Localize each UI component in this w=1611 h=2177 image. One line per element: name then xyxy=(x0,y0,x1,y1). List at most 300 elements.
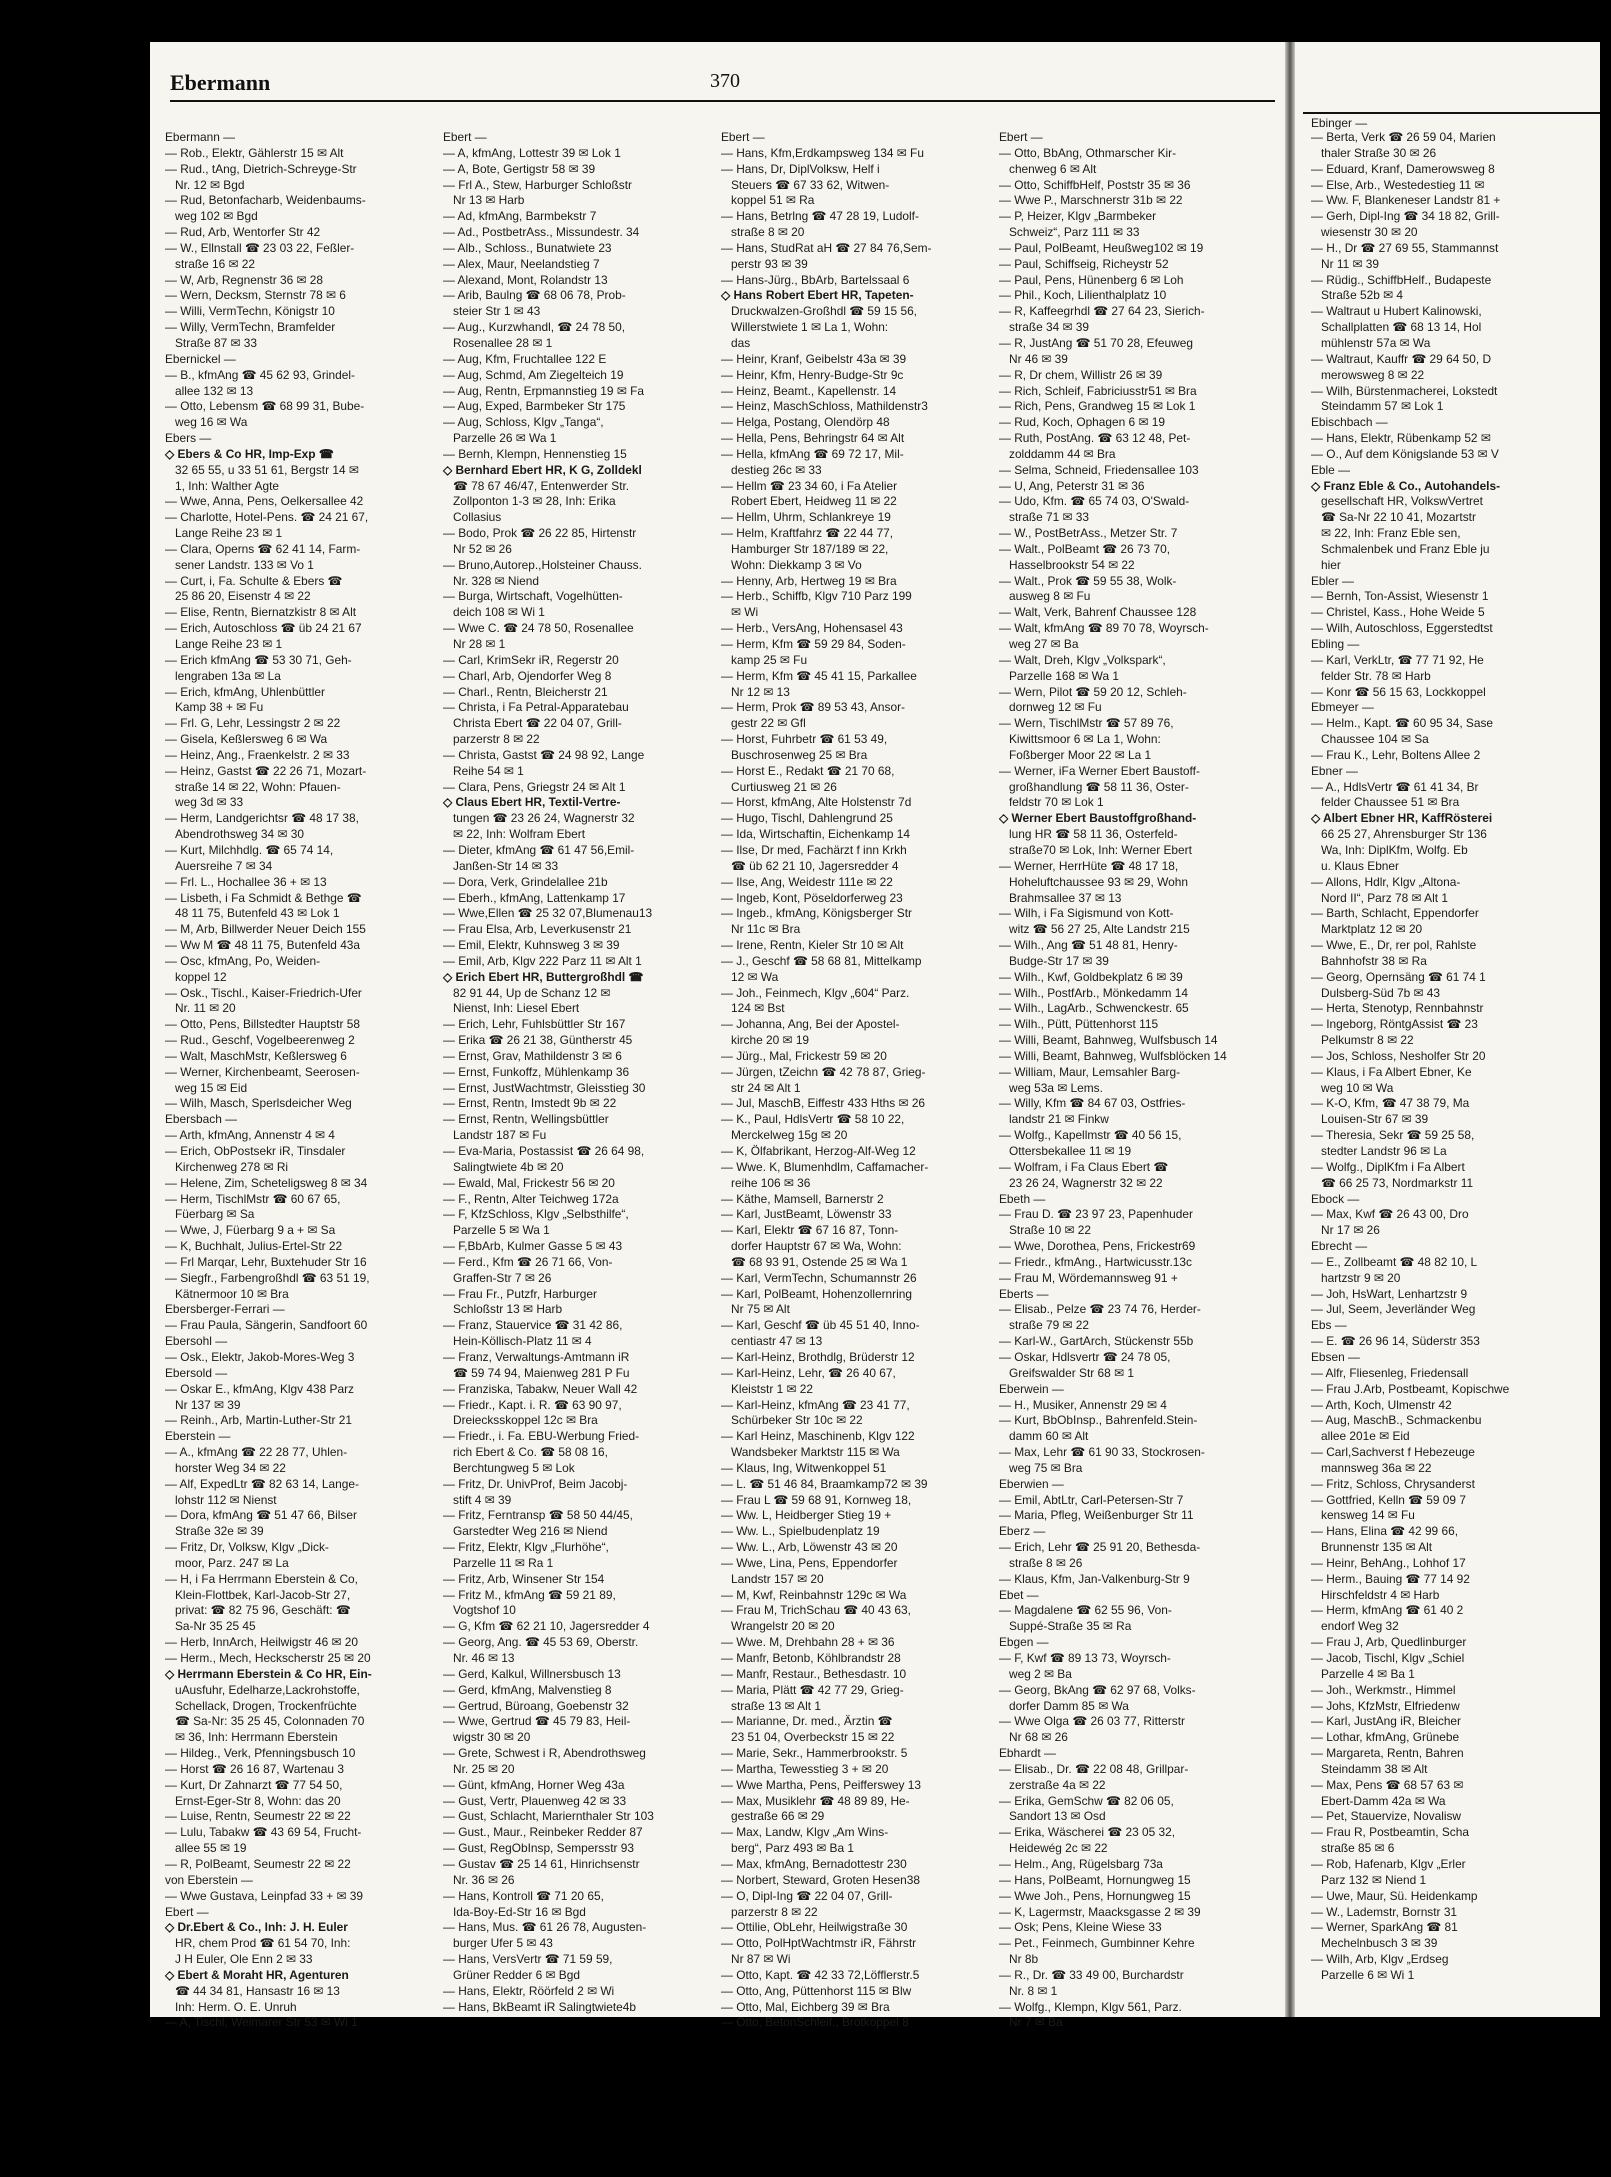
directory-entry-line: Nr. 328 ✉ Niend xyxy=(453,573,539,588)
directory-columns xyxy=(165,130,1275,2030)
directory-entry-line: Wohn: Diekkamp 3 ✉ Vo xyxy=(731,557,862,572)
directory-entry-line: — Rob., Elektr, Gählerstr 15 ✉ Alt xyxy=(165,145,344,160)
directory-entry-line: ◇ Hans Robert Ebert HR, Tapeten- xyxy=(721,288,914,303)
directory-entry-line: — Heinz, Ang., Fraenkelstr. 2 ✉ 33 xyxy=(165,747,350,762)
directory-entry-line: 1, Inh: Walther Agte xyxy=(175,478,279,493)
directory-entry-line: Nienst, Inh: Liesel Ebert xyxy=(453,1001,580,1016)
directory-entry-line: Ebsen — xyxy=(1311,1349,1360,1364)
directory-entry-line: — Paul, Schiffseig, Richeystr 52 xyxy=(999,256,1169,271)
directory-entry-line: ☎ Sa-Nr 22 10 41, Mozartstr xyxy=(1321,510,1476,525)
directory-entry-line: Berchtungweg 5 ✉ Lok xyxy=(453,1460,575,1475)
directory-entry-line: Chaussee 104 ✉ Sa xyxy=(1321,732,1429,747)
page-header xyxy=(170,70,1275,110)
directory-entry-line: straße 8 ✉ 20 xyxy=(731,225,805,240)
directory-entry-line: ◇ Dr.Ebert & Co., Inh: J. H. Euler xyxy=(165,1920,348,1935)
directory-entry-line: — Curt, i, Fa. Schulte & Ebers ☎ xyxy=(165,573,343,588)
directory-entry-line: Nr. 11 ✉ 20 xyxy=(175,1001,236,1016)
directory-entry-line: — Walt, kfmAng ☎ 89 70 78, Woyrsch- xyxy=(999,621,1209,636)
directory-entry-line: u. Klaus Ebner xyxy=(1321,858,1399,873)
directory-entry-line: — Rich, Schleif, Fabriciusstr51 ✉ Bra xyxy=(999,383,1197,398)
directory-entry-line: — Erika ☎ 26 21 38, Güntherstr 45 xyxy=(443,1033,633,1048)
directory-entry-line: — Frau Elsa, Arb, Leverkusenstr 21 xyxy=(443,922,632,937)
directory-entry-line: — Pet, Stauervize, Novalisw xyxy=(1311,1809,1462,1824)
directory-entry-line: — Wwe, Lina, Pens, Eppendorfer xyxy=(721,1555,898,1570)
directory-entry-line: Landstr 187 ✉ Fu xyxy=(453,1128,547,1143)
directory-entry-line: Dreiecksskoppel 12c ✉ Bra xyxy=(453,1413,598,1428)
directory-entry-line: ausweg 8 ✉ Fu xyxy=(1009,589,1091,604)
directory-entry-line: — Otto, PolHptWachtmstr iR, Fährstr xyxy=(721,1936,917,1951)
page-number: 370 xyxy=(710,70,740,92)
directory-entry-line: Parzelle 11 ✉ Ra 1 xyxy=(453,1555,554,1570)
directory-entry-line: — Frau R, Postbeamtin, Scha xyxy=(1311,1825,1469,1840)
directory-entry-line: Reihe 54 ✉ 1 xyxy=(453,763,524,778)
directory-entry-line: sener Landstr. 133 ✉ Vo 1 xyxy=(175,557,314,572)
directory-entry-line: — Herm, TischlMstr ☎ 60 67 65, xyxy=(165,1191,341,1206)
directory-entry-line: — Charl., Rentn, Bleicherstr 21 xyxy=(443,684,608,699)
directory-entry-line: Christa Ebert ☎ 22 04 07, Grill- xyxy=(453,716,622,731)
directory-entry-line: — Frau K., Lehr, Boltens Allee 2 xyxy=(1311,747,1481,762)
directory-entry-line: Zollponton 1-3 ✉ 28, Inh: Erika xyxy=(453,494,616,509)
directory-entry-line: — Kurt, Dr Zahnarzt ☎ 77 54 50, xyxy=(165,1777,343,1792)
directory-entry-line: Ebers — xyxy=(165,431,212,446)
directory-entry-line: — Alfr, Fliesenleg, Friedensall xyxy=(1311,1365,1469,1380)
directory-entry-line: — Wern, Decksm, Sternstr 78 ✉ 6 xyxy=(165,288,346,303)
directory-entry-line: 82 91 44, Up de Schanz 12 ✉ xyxy=(453,985,611,1000)
directory-entry-line: — Frau Paula, Sängerin, Sandfoort 60 xyxy=(165,1318,368,1333)
directory-entry-line: — Phil., Koch, Lilienthalplatz 10 xyxy=(999,288,1167,303)
directory-entry-line: — Osk; Pens, Kleine Wiese 33 xyxy=(999,1920,1162,1935)
directory-entry-line: rich Ebert & Co. ☎ 58 08 16, xyxy=(453,1445,608,1460)
directory-entry-line: — Werner, SparkAng ☎ 81 xyxy=(1311,1920,1458,1935)
directory-entry-line: dorfer Damm 85 ✉ Wa xyxy=(1009,1698,1129,1713)
directory-entry-line: wigstr 30 ✉ 20 xyxy=(453,1730,531,1745)
directory-entry-line: — Osc, kfmAng, Po, Weiden- xyxy=(165,953,321,968)
directory-entry-line: — Alex, Maur, Neelandstieg 7 xyxy=(443,256,600,271)
directory-entry-line: — Jürg., Mal, Frickestr 59 ✉ 20 xyxy=(721,1048,887,1063)
directory-entry-line: Nr 12 ✉ 13 xyxy=(731,684,790,699)
directory-entry-line: dornweg 12 ✉ Fu xyxy=(1009,700,1102,715)
directory-entry-line: — Aug, Exped, Barmbeker Str 175 xyxy=(443,399,626,414)
directory-entry-line: Mechelnbusch 3 ✉ 39 xyxy=(1321,1936,1438,1951)
directory-entry-line: — Alb., Schloss., Bunatwiete 23 xyxy=(443,240,612,255)
directory-entry-line: — Karl, PolBeamt, Hohenzollernring xyxy=(721,1286,912,1301)
directory-entry-line: Auersreihe 7 ✉ 34 xyxy=(175,858,273,873)
directory-entry-line: weg 10 ✉ Wa xyxy=(1321,1080,1394,1095)
directory-entry-line: Straße 87 ✉ 33 xyxy=(175,335,258,350)
directory-entry-line: — Gerh, Dipl-Ing ☎ 34 18 82, Grill- xyxy=(1311,209,1500,224)
directory-entry-line: — Siegfr., Farbengroßhdl ☎ 63 51 19, xyxy=(165,1270,370,1285)
directory-entry-line: Ebert — xyxy=(443,130,487,144)
directory-entry-line: Hein-Köllisch-Platz 11 ✉ 4 xyxy=(453,1334,592,1349)
directory-entry-line: Louisen-Str 67 ✉ 39 xyxy=(1321,1112,1429,1127)
directory-entry-line: — Otto, BetonSchleif., Brotkoppel 8 xyxy=(721,2015,909,2030)
directory-entry-line: Greifswalder Str 68 ✉ 1 xyxy=(1009,1365,1134,1380)
directory-entry-line: — William, Maur, Lemsahler Barg- xyxy=(999,1064,1181,1079)
directory-entry-line: — Fritz, Schloss, Chrysanderst xyxy=(1311,1476,1475,1491)
directory-entry-line: straße 16 ✉ 22 xyxy=(175,256,256,271)
directory-entry-line: — Waltraut u Hubert Kalinowski, xyxy=(1311,304,1482,319)
directory-entry-line: — Hellm ☎ 23 34 60, i Fa Atelier xyxy=(721,478,898,493)
directory-entry-line: straße 34 ✉ 39 xyxy=(1009,320,1090,335)
directory-entry-line: — W., Ellnstall ☎ 23 03 22, Feßler- xyxy=(165,240,355,255)
directory-entry-line: — Aug, Rentn, Erpmannstieg 19 ✉ Fa xyxy=(443,383,644,398)
directory-entry-line: Dulsberg-Süd 7b ✉ 43 xyxy=(1321,985,1441,1000)
directory-entry-line: — Kurt, Milchhdlg. ☎ 65 74 14, xyxy=(165,842,334,857)
directory-entry-line: Ebrecht — xyxy=(1311,1239,1368,1254)
directory-entry-line: — Wilh., Pütt, Püttenhorst 115 xyxy=(999,1017,1159,1032)
directory-entry-line: Hoheluftchaussee 93 ✉ 29, Wohn xyxy=(1009,874,1188,889)
directory-entry-line: — Joh, HsWart, Lenhartzstr 9 xyxy=(1311,1286,1468,1301)
right-page xyxy=(1295,42,1600,2017)
directory-entry-line: — Elisab., Pelze ☎ 23 74 76, Herder- xyxy=(999,1302,1201,1317)
directory-entry-line: Nr 11c ✉ Bra xyxy=(731,922,801,937)
directory-entry-line: — U, Ang, Peterstr 31 ✉ 36 xyxy=(999,478,1145,493)
directory-entry-line: — Christa, Gastst ☎ 24 98 92, Lange xyxy=(443,747,645,762)
directory-entry-line: J H Euler, Ole Enn 2 ✉ 33 xyxy=(175,1952,313,1967)
directory-entry-line: — Hans, StudRat aH ☎ 27 84 76,Sem- xyxy=(721,240,932,255)
directory-entry-line: Janßen-Str 14 ✉ 33 xyxy=(453,858,559,873)
directory-entry-line: — Max, Lehr ☎ 61 90 33, Stockrosen- xyxy=(999,1445,1205,1460)
directory-entry-line: — Hans, VersVertr ☎ 71 59 59, xyxy=(443,1952,613,1967)
directory-entry-line: parzerstr 8 ✉ 22 xyxy=(731,1904,818,1919)
directory-entry-line: — Gust, Vertr, Plauenweg 42 ✉ 33 xyxy=(443,1793,627,1808)
directory-entry-line: — Ruth, PostAng. ☎ 63 12 48, Pet- xyxy=(999,431,1191,446)
directory-entry-line: — Wwe Gustava, Leinpfad 33 + ✉ 39 xyxy=(165,1888,364,1903)
directory-entry-line: Merckelweg 15g ✉ 20 xyxy=(731,1128,848,1143)
directory-entry-line: Willerstwiete 1 ✉ La 1, Wohn: xyxy=(731,320,889,335)
directory-entry-line: landstr 21 ✉ Finkw xyxy=(1009,1112,1109,1127)
directory-entry-line: — Fritz, Ferntransp ☎ 58 50 44/45, xyxy=(443,1508,633,1523)
directory-entry-line: — F,BbArb, Kulmer Gasse 5 ✉ 43 xyxy=(443,1239,623,1254)
directory-entry-line: Ebeth — xyxy=(999,1191,1046,1206)
directory-entry-line: — Max, kfmAng, Bernadottestr 230 xyxy=(721,1856,907,1871)
directory-entry-line: Ebhardt — xyxy=(999,1746,1056,1761)
directory-entry-line: — Kurt, BbObInsp., Bahrenfeld.Stein- xyxy=(999,1413,1198,1428)
directory-entry-line: — Wilh, Autoschloss, Eggerstedtst xyxy=(1311,621,1493,636)
directory-entry-line: damm 60 ✉ Alt xyxy=(1009,1429,1089,1444)
directory-entry-line: — Arib, Baulng ☎ 68 06 78, Prob- xyxy=(443,288,626,303)
directory-entry-line: — Ad., PostbetrAss., Missundestr. 34 xyxy=(443,225,640,240)
directory-entry-line: — Karl, Elektr ☎ 67 16 87, Tonn- xyxy=(721,1223,899,1238)
directory-entry-line: — Walt., PolBeamt ☎ 26 73 70, xyxy=(999,541,1171,556)
directory-entry-line: Ebert — xyxy=(999,130,1043,144)
directory-entry-line: burger Ufer 5 ✉ 43 xyxy=(453,1936,553,1951)
directory-entry-line: — Gust., Maur., Reinbeker Redder 87 xyxy=(443,1825,643,1840)
directory-entry-line: — Frl. L., Hochallee 36 + ✉ 13 xyxy=(165,874,327,889)
directory-entry-line: — Jul, Seem, Jeverländer Weg xyxy=(1311,1302,1476,1317)
directory-entry-line: 32 65 55, u 33 51 61, Bergstr 14 ✉ xyxy=(175,462,359,477)
directory-entry-line: straße 14 ✉ 22, Wohn: Pfauen- xyxy=(175,779,341,794)
directory-entry-line: — Aug, Schloss, Klgv „Tanga“, xyxy=(443,415,604,430)
directory-entry-line: Nr 68 ✉ 26 xyxy=(1009,1730,1068,1745)
directory-entry-line: Schürbeker Str 10c ✉ 22 xyxy=(731,1413,863,1428)
directory-entry-line: Suppé-Straße 35 ✉ Ra xyxy=(1009,1619,1132,1634)
directory-entry-line: — Wwe Joh., Pens, Hornungweg 15 xyxy=(999,1888,1191,1903)
directory-entry-line: — Helm., Ang, Rügelsbarg 73a xyxy=(999,1856,1163,1871)
directory-entry-line: — Wwe, J, Füerbarg 9 a + ✉ Sa xyxy=(165,1223,336,1238)
directory-entry-line: Parz 132 ✉ Niend 1 xyxy=(1321,1872,1427,1887)
directory-entry-line: — M, Kwf, Reinbahnstr 129c ✉ Wa xyxy=(721,1587,907,1602)
directory-entry-line: — Eva-Maria, Postassist ☎ 26 64 98, xyxy=(443,1144,645,1158)
directory-entry-line: Vogtshof 10 xyxy=(453,1603,516,1618)
directory-entry-line: — Helm, Kraftfahrz ☎ 22 44 77, xyxy=(721,526,894,541)
directory-entry-line: — F, KfzSchloss, Klgv „Selbsthilfe“, xyxy=(443,1207,629,1222)
directory-entry-line: tungen ☎ 23 26 24, Wagnerstr 32 xyxy=(453,811,635,826)
directory-entry-line: — Emil, Arb, Klgv 222 Parz 11 ✉ Alt 1 xyxy=(443,953,642,968)
directory-entry-line: — Herb., Schiffb, Klgv 710 Parz 199 xyxy=(721,589,912,604)
directory-entry-line: Marktplatz 12 ✉ 20 xyxy=(1321,922,1423,937)
directory-entry-line: — Heinz, MaschSchloss, Mathildenstr3 xyxy=(721,399,928,414)
directory-entry-line: — Friedr., i. Fa. EBU-Werbung Fried- xyxy=(443,1429,640,1444)
directory-entry-line: feldstr 70 ✉ Lok 1 xyxy=(1009,795,1104,810)
directory-entry-line: Sa-Nr 35 25 45 xyxy=(175,1619,256,1634)
directory-entry-line: ◇ Ebert & Moraht HR, Agenturen xyxy=(165,1967,349,1982)
directory-entry-line: Ebert — xyxy=(721,130,765,144)
directory-entry-line: — H., Musiker, Annenstr 29 ✉ 4 xyxy=(999,1397,1167,1412)
directory-entry-line: — Rud, Arb, Wentorfer Str 42 xyxy=(165,225,321,240)
directory-entry-line: Inh: Herm. O. E. Unruh xyxy=(175,1999,297,2014)
directory-entry-line: ✉ Wi xyxy=(731,605,759,620)
directory-entry-line: — Udo, Kfm. ☎ 65 74 03, O'Swald- xyxy=(999,494,1190,509)
directory-entry-line: Graffen-Str 7 ✉ 26 xyxy=(453,1270,552,1285)
directory-entry-line: — Ww. F, Blankeneser Landstr 81 + xyxy=(1311,193,1501,208)
directory-entry-line: — Wwe, E., Dr, rer pol, Rahlste xyxy=(1311,938,1477,953)
directory-entry-line: — Wwe, Anna, Pens, Oelkersallee 42 xyxy=(165,494,364,509)
directory-entry-line: Nr. 12 ✉ Bgd xyxy=(175,177,245,192)
directory-entry-line: — Heinr, Kfm, Henry-Budge-Str 9c xyxy=(721,367,904,382)
directory-entry-line: gestraße 66 ✉ 29 xyxy=(731,1809,825,1824)
directory-entry-line: centiastr 47 ✉ 13 xyxy=(731,1334,823,1349)
directory-entry-line: Eberwein — xyxy=(999,1381,1064,1396)
directory-entry-line: — Rich, Pens, Grandweg 15 ✉ Lok 1 xyxy=(999,399,1196,414)
directory-entry-line: ☎ 59 74 94, Maienweg 281 P Fu xyxy=(453,1365,630,1380)
directory-entry-line: ◇ Albert Ebner HR, KaffRösterei xyxy=(1311,811,1493,826)
directory-entry-line: — Helga, Postang, Olendörp 48 xyxy=(721,415,890,430)
directory-entry-line: — Hans, Elina ☎ 42 99 66, xyxy=(1311,1524,1459,1539)
directory-entry-line: Parzelle 6 ✉ Wi 1 xyxy=(1321,1967,1415,1982)
directory-entry-line: weg 2 ✉ Ba xyxy=(1009,1666,1072,1681)
directory-entry-line: steier Str 1 ✉ 43 xyxy=(453,304,541,319)
directory-entry-line: — E. ☎ 26 96 14, Süderstr 353 xyxy=(1311,1334,1480,1349)
directory-entry-line: — K., Paul, HdlsVertr ☎ 58 10 22, xyxy=(721,1112,905,1127)
directory-entry-line: Nr 8b xyxy=(1009,1952,1039,1967)
directory-entry-line: hartzstr 9 ✉ 20 xyxy=(1321,1270,1401,1285)
directory-entry-line: — A, Bote, Gertigstr 58 ✉ 39 xyxy=(443,161,596,176)
directory-entry-line: — Hans, BkBeamt iR Salingtwiete4b xyxy=(443,1999,636,2014)
directory-entry-line: straße 8 ✉ 26 xyxy=(1009,1555,1083,1570)
directory-entry-line: hier xyxy=(1321,557,1341,572)
directory-entry-line: chenweg 6 ✉ Alt xyxy=(1009,161,1097,176)
directory-entry-line: — Gustav ☎ 25 14 61, Hinrichsenstr xyxy=(443,1856,640,1871)
directory-entry-line: — Walt, MaschMstr, Keßlersweg 6 xyxy=(165,1048,347,1063)
directory-entry-line: straße 71 ✉ 33 xyxy=(1009,510,1090,525)
directory-entry-line: Druckwalzen-Großhdl ☎ 59 15 56, xyxy=(731,304,917,319)
directory-column-4 xyxy=(999,130,1271,2030)
directory-entry-line: — Franz, Verwaltungs-Amtmann iR xyxy=(443,1349,630,1364)
left-page xyxy=(150,42,1285,2030)
directory-entry-line: zolddamm 44 ✉ Bra xyxy=(1009,446,1116,461)
directory-entry-line: — Hugo, Tischl, Dahlengrund 25 xyxy=(721,811,893,826)
directory-entry-line: — Jul, MaschB, Eiffestr 433 Hths ✉ 26 xyxy=(721,1096,926,1111)
directory-entry-line: Wandsbeker Marktstr 115 ✉ Wa xyxy=(731,1445,900,1460)
directory-entry-line: — Ingeb., kfmAng, Königsberger Str xyxy=(721,906,913,921)
directory-entry-line: — Werner, HerrHüte ☎ 48 17 18, xyxy=(999,858,1179,873)
directory-entry-line: — Lisbeth, i Fa Schmidt & Bethge ☎ xyxy=(165,890,362,905)
directory-entry-line: — Franziska, Tabakw, Neuer Wall 42 xyxy=(443,1381,638,1396)
directory-entry-line: — Karl-Heinz, Lehr, ☎ 26 40 67, xyxy=(721,1365,896,1380)
directory-entry-line: — Hans, Betrlng ☎ 47 28 19, Ludolf- xyxy=(721,209,919,224)
directory-entry-line: — Karl-Heinz, Brothdlg, Brüderstr 12 xyxy=(721,1349,915,1364)
directory-entry-line: — Clara, Operns ☎ 62 41 14, Farm- xyxy=(165,541,361,556)
directory-entry-line: — Wilh., LagArb., Schwenckestr. 65 xyxy=(999,1001,1189,1016)
directory-entry-line: — Rud, Betonfacharb, Weidenbaums- xyxy=(165,193,366,208)
directory-entry-line: dorfer Hauptstr 67 ✉ Wa, Wohn: xyxy=(731,1239,902,1254)
directory-entry-line: — Hans, Elektr, Rübenkamp 52 ✉ xyxy=(1311,431,1491,446)
directory-entry-line: Ebert-Damm 42a ✉ Wa xyxy=(1321,1793,1446,1808)
directory-entry-line: Bahnhofstr 38 ✉ Ra xyxy=(1321,953,1427,968)
directory-entry-line: ☎ üb 62 21 10, Jagersredder 4 xyxy=(731,858,899,873)
directory-entry-line: — Herm, kfmAng ☎ 61 40 2 xyxy=(1311,1603,1464,1618)
directory-entry-line: — Osk., Tischl., Kaiser-Friedrich-Ufer xyxy=(165,985,362,1000)
directory-entry-line: Ebet — xyxy=(999,1587,1039,1602)
directory-entry-line: Landstr 157 ✉ 20 xyxy=(731,1571,824,1586)
directory-entry-line: — Wilh., Kwf, Goldbekplatz 6 ✉ 39 xyxy=(999,969,1183,984)
directory-entry-line: — Rüdig., SchiffbHelf., Budapeste xyxy=(1311,272,1492,287)
directory-entry-line: Nr 46 ✉ 39 xyxy=(1009,351,1068,366)
directory-entry-line: Ebischbach — xyxy=(1311,415,1388,430)
directory-entry-line: — Else, Arb., Westedestieg 11 ✉ xyxy=(1311,177,1485,192)
directory-entry-line: — W, Arb, Regnenstr 36 ✉ 28 xyxy=(165,272,324,287)
directory-entry-line: — W., PostBetrAss., Metzer Str. 7 xyxy=(999,526,1178,541)
directory-entry-line: kirche 20 ✉ 19 xyxy=(731,1033,810,1048)
directory-entry-line: — Grete, Schwest i R, Abendrothsweg xyxy=(443,1746,646,1761)
directory-entry-line: — Frl A., Stew, Harburger Schloßstr xyxy=(443,177,632,192)
directory-entry-line: ☎ 66 25 73, Nordmarkstr 11 xyxy=(1321,1175,1474,1190)
directory-entry-line: ☎ Sa-Nr: 35 25 45, Colonnaden 70 xyxy=(175,1714,365,1729)
directory-entry-line: — Carl, KrimSekr iR, Regerstr 20 xyxy=(443,652,619,667)
directory-entry-line: Wa, Inh: DiplKfm, Wolfg. Eb xyxy=(1321,842,1468,857)
directory-entry-line: — Otto, Pens, Billstedter Hauptstr 58 xyxy=(165,1017,360,1032)
directory-entry-line: Eberz — xyxy=(999,1524,1046,1539)
directory-entry-line: weg 27 ✉ Ba xyxy=(1009,637,1079,651)
directory-entry-line: destieg 26c ✉ 33 xyxy=(731,462,822,477)
directory-entry-line: — Käthe, Mamsell, Barnerstr 2 xyxy=(721,1191,884,1206)
directory-entry-line: — Johanna, Ang, Bei der Apostel- xyxy=(721,1017,900,1032)
directory-entry-line: — Wolfg., Kapellmstr ☎ 40 56 15, xyxy=(999,1128,1182,1143)
directory-entry-line: — Georg, Opernsäng ☎ 61 74 1 xyxy=(1311,969,1486,984)
directory-entry-line: — Klaus, i Fa Albert Ebner, Ke xyxy=(1311,1064,1472,1079)
directory-entry-line: kensweg 14 ✉ Fu xyxy=(1321,1508,1415,1523)
directory-entry-line: — Luise, Rentn, Seumestr 22 ✉ 22 xyxy=(165,1809,351,1824)
directory-entry-line: — Marie, Sekr., Hammerbrookstr. 5 xyxy=(721,1746,908,1761)
directory-entry-line: Eberwien — xyxy=(999,1476,1064,1491)
directory-entry-line: ◇ Werner Ebert Baustoffgroßhand- xyxy=(999,811,1197,826)
directory-entry-line: — Marianne, Dr. med., Ärztin ☎ xyxy=(721,1714,893,1729)
directory-entry-line: — Ad, kfmAng, Barmbekstr 7 xyxy=(443,209,597,224)
directory-entry-line: — Emil, AbtLtr, Carl-Petersen-Str 7 xyxy=(999,1492,1184,1507)
directory-entry-line: — Willi, VermTechn, Königstr 10 xyxy=(165,304,335,319)
directory-entry-line: — Helm., Kapt. ☎ 60 95 34, Sase xyxy=(1311,716,1494,731)
directory-entry-line: — Wilh, Arb, Klgv „Erdseg xyxy=(1311,1952,1449,1967)
directory-entry-line: Nr 7 ✉ Ba xyxy=(1009,2015,1063,2030)
directory-entry-line: — Hans, Dr, DiplVolksw, Helf i xyxy=(721,161,880,176)
directory-entry-line: ◇ Herrmann Eberstein & Co HR, Ein- xyxy=(165,1666,372,1681)
directory-entry-line: allee 201e ✉ Eid xyxy=(1321,1429,1410,1444)
directory-entry-line: ✉ 22, Inh: Franz Eble sen, xyxy=(1321,526,1461,541)
directory-entry-line: — Rob, Hafenarb, Klgv „Erler xyxy=(1311,1856,1466,1871)
directory-entry-line: Nr 17 ✉ 26 xyxy=(1321,1223,1380,1238)
directory-entry-line: — Fritz, Arb, Winsener Str 154 xyxy=(443,1571,605,1586)
directory-entry-line: — G, Kfm ☎ 62 21 10, Jagersredder 4 xyxy=(443,1619,650,1634)
directory-entry-line: Hamburger Str 187/189 ✉ 22, xyxy=(731,541,889,556)
directory-entry-line: — Wilh., Ang ☎ 51 48 81, Henry- xyxy=(999,938,1178,953)
directory-entry-line: — Erich, ObPostsekr iR, Tinsdaler xyxy=(165,1144,346,1158)
header-rule xyxy=(170,100,1275,102)
directory-entry-line: 23 26 24, Wagnerstr 32 ✉ 22 xyxy=(1009,1175,1163,1190)
directory-entry-line: ☎ 68 93 91, Ostende 25 ✉ Wa 1 xyxy=(731,1254,908,1269)
directory-entry-line: 12 ✉ Wa xyxy=(731,969,779,984)
directory-entry-line: Ebgen — xyxy=(999,1635,1049,1650)
directory-entry-line: kamp 25 ✉ Fu xyxy=(731,652,808,667)
directory-entry-line: — Alexand, Mont, Rolandstr 13 xyxy=(443,272,608,287)
directory-entry-line: — Frl. G, Lehr, Lessingstr 2 ✉ 22 xyxy=(165,716,341,731)
directory-entry-line: weg 15 ✉ Eid xyxy=(175,1080,248,1095)
right-running-head: Ebinger — xyxy=(1311,116,1368,130)
directory-entry-line: — Otto, Lebensm ☎ 68 99 31, Bube- xyxy=(165,399,365,414)
directory-entry-line: — L. ☎ 51 46 84, Braamkamp72 ✉ 39 xyxy=(721,1476,928,1491)
directory-entry-line: straße 79 ✉ 22 xyxy=(1009,1318,1090,1333)
directory-entry-line: — Ernst, Grav, Mathildenstr 3 ✉ 6 xyxy=(443,1048,622,1063)
directory-entry-line: — Frau J.Arb, Postbeamt, Kopischwe xyxy=(1311,1381,1510,1396)
directory-entry-line: — Erich, Autoschloss ☎ üb 24 21 67 xyxy=(165,621,362,636)
directory-entry-line: — Herm, Landgerichtsr ☎ 48 17 38, xyxy=(165,811,359,826)
directory-entry-line: — Pet., Feinmech, Gumbinner Kehre xyxy=(999,1936,1195,1951)
directory-entry-line: Ebner — xyxy=(1311,763,1358,778)
directory-entry-line: — Henny, Arb, Hertweg 19 ✉ Bra xyxy=(721,573,897,588)
directory-entry-line: Ebermann — xyxy=(165,130,236,144)
directory-entry-line: — Osk., Elektr, Jakob-Mores-Weg 3 xyxy=(165,1349,355,1364)
directory-entry-line: Eberstein — xyxy=(165,1429,231,1444)
directory-entry-line: — Erika, GemSchw ☎ 82 06 05, xyxy=(999,1793,1174,1808)
directory-entry-line: Ebert — xyxy=(165,1904,209,1919)
directory-entry-line: Rosenallee 28 ✉ 1 xyxy=(453,335,553,350)
directory-entry-line: — Wwe P., Marschnerstr 31b ✉ 22 xyxy=(999,193,1183,208)
directory-entry-line: — K, Lagermstr, Maacksgasse 2 ✉ 39 xyxy=(999,1904,1201,1919)
directory-entry-line: — Magdalene ☎ 62 55 96, Von- xyxy=(999,1603,1172,1618)
directory-entry-line: großhandlung ☎ 58 11 36, Oster- xyxy=(1009,779,1189,794)
directory-entry-line: — Oskar, Hdlsvertr ☎ 24 78 05, xyxy=(999,1349,1171,1364)
directory-entry-line: — A., HdlsVertr ☎ 61 41 34, Br xyxy=(1311,779,1479,794)
directory-entry-line: privat: ☎ 82 75 96, Geschäft: ☎ xyxy=(175,1603,351,1618)
directory-entry-line: — Ernst, JustWachtmstr, Gleisstieg 30 xyxy=(443,1080,646,1095)
directory-entry-line: — Fritz, Elektr, Klgv „Flurhöhe“, xyxy=(443,1540,609,1555)
directory-entry-line: ◇ Erich Ebert HR, Buttergroßhdl ☎ xyxy=(443,969,644,984)
directory-entry-line: — Herm., Bauing ☎ 77 14 92 xyxy=(1311,1571,1470,1586)
directory-entry-line: — Frau L ☎ 59 68 91, Kornweg 18, xyxy=(721,1492,912,1507)
directory-entry-line: — Maria, Plätt ☎ 42 77 29, Grieg- xyxy=(721,1682,904,1697)
directory-entry-line: — Helene, Zim, Scheteligsweg 8 ✉ 34 xyxy=(165,1175,368,1190)
directory-entry-line: Ebling — xyxy=(1311,637,1360,651)
directory-entry-line: — Fritz M., kfmAng ☎ 59 21 89, xyxy=(443,1587,616,1602)
directory-entry-line: Straße 10 ✉ 22 xyxy=(1009,1223,1092,1238)
directory-entry-line: — Ilse, Dr med, Fachärzt f inn Krkh xyxy=(721,842,907,857)
directory-entry-line: — Heinz, Gastst ☎ 22 26 71, Mozart- xyxy=(165,763,367,778)
directory-entry-line: — Wwe, Gertrud ☎ 45 79 83, Heil- xyxy=(443,1714,631,1729)
directory-entry-line: Salingtwiete 4b ✉ 20 xyxy=(453,1159,564,1174)
directory-entry-line: — Georg, Ang. ☎ 45 53 69, Oberstr. xyxy=(443,1635,639,1650)
directory-entry-line: — K, Ölfabrikant, Herzog-Alf-Weg 12 xyxy=(721,1144,916,1158)
directory-entry-line: — J., Geschf ☎ 58 68 81, Mittelkamp xyxy=(721,953,922,968)
